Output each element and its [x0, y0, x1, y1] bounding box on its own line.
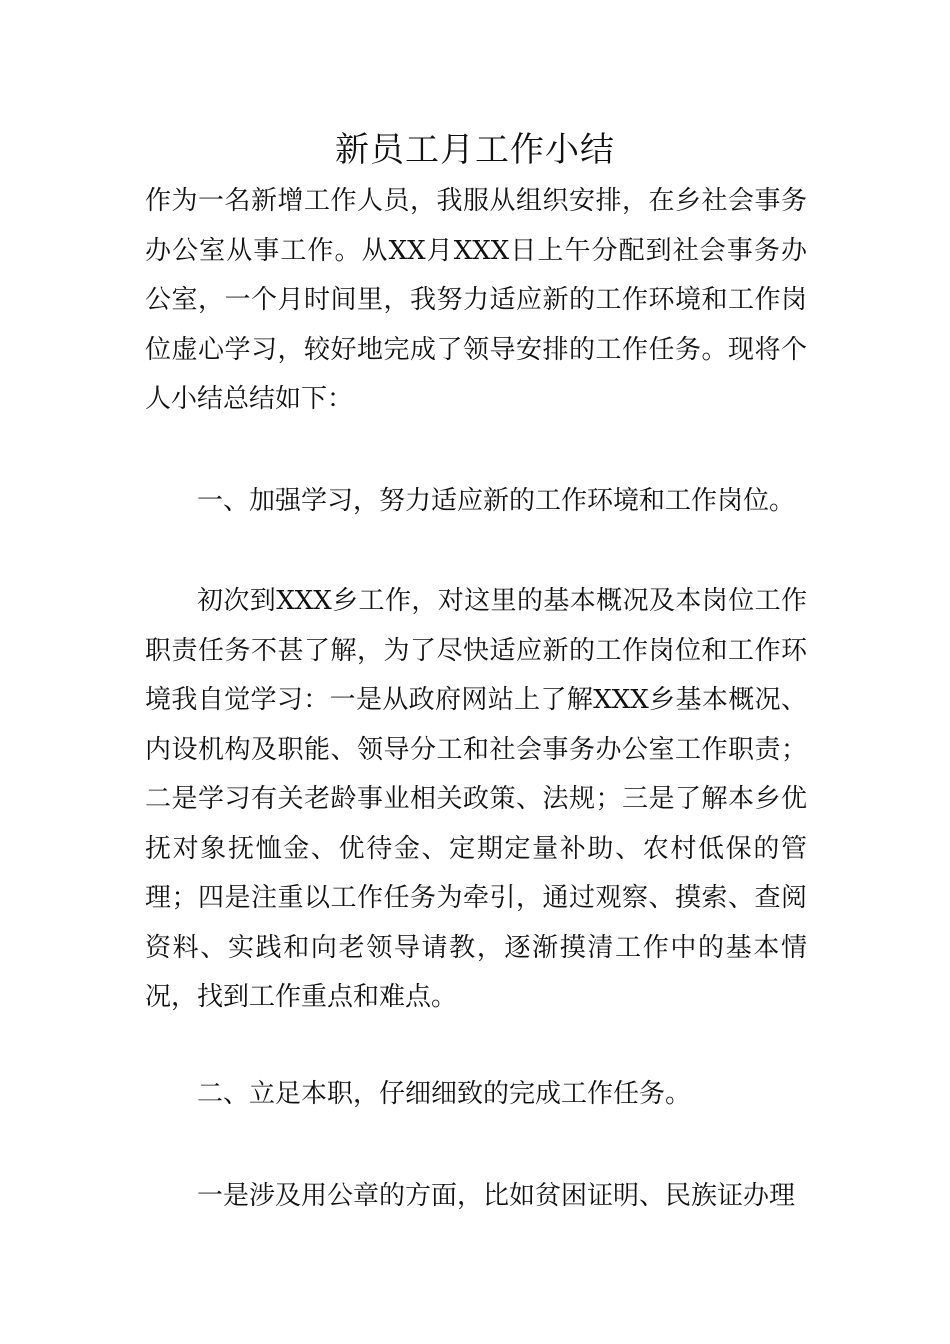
intro-paragraph: 作为一名新增工作人员，我服从组织安排，在乡社会事务办公室从事工作。从XX月XXX日上午分配到社会事务办公室，一个月时间里，我努力适应新的工作环境和工作岗位虚心学习，较好地完成了领导安排的工作任务。现将个人小结总结如下： — [145, 186, 807, 414]
section-heading-1: 一、加强学习，努力适应新的工作环境和工作岗位。 — [197, 486, 796, 516]
section-body-2: 一是涉及用公章的方面，比如贫困证明、民族证办理 — [197, 1181, 796, 1211]
document-title: 新员工月工作小结 — [335, 130, 615, 170]
section-heading-2: 二、立足本职，仔细细致的完成工作任务。 — [197, 1079, 692, 1109]
section-body-1: 初次到XXX乡工作，对这里的基本概况及本岗位工作职责任务不甚了解，为了尽快适应新的工作岗位和工作环境我自觉学习：一是从政府网站上了解XXX乡基本概况、内设机构及职能、领导分工和社会事务办公室工作职责；二是学习有关老龄事业相关政策、法规；三是了解本乡优抚对象抚恤金、优待金、定期定量补助、农村低保的管理；四是注重以工作任务为牵引，通过观察、摸索、查阅资料、实践和向老领导请教，逐渐摸清工作中的基本情况，找到工作重点和难点。 — [145, 586, 807, 1012]
